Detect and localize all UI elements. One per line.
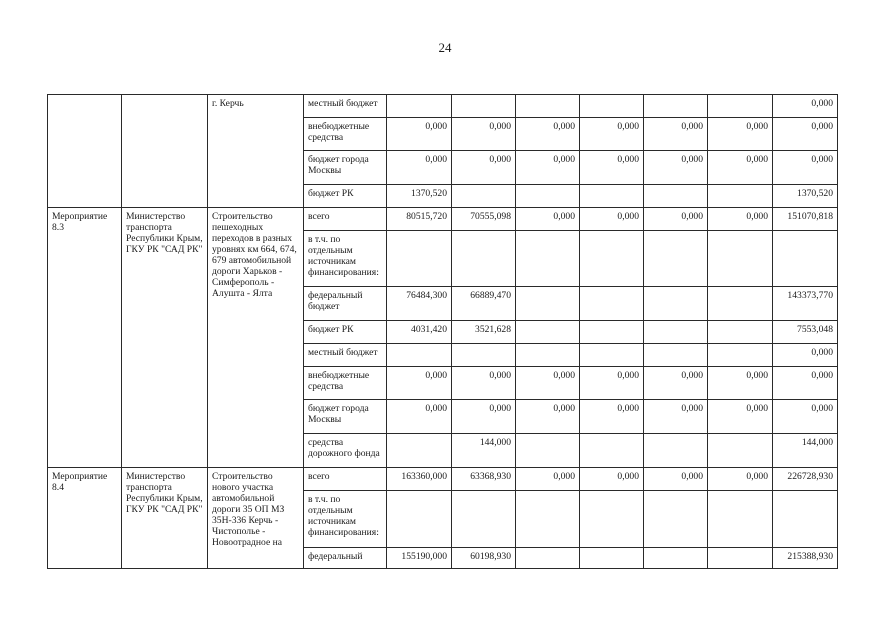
- value-cell: 76484,300: [387, 287, 452, 321]
- value-cell: 0,000: [644, 367, 708, 400]
- value-cell: [580, 434, 644, 468]
- table-row: [48, 208, 838, 231]
- value-cell: [516, 287, 580, 321]
- source-cell: всего: [304, 208, 387, 231]
- description-cell: Строительство нового участка автомобильной дороги 35 ОП МЗ 35Н-336 Керчь - Чистополье - Новоотрадное на: [208, 468, 304, 569]
- value-cell: [708, 321, 773, 344]
- value-cell: 0,000: [708, 118, 773, 151]
- value-cell: 0,000: [708, 367, 773, 400]
- executor-cell: [122, 95, 208, 208]
- value-cell: [644, 491, 708, 548]
- value-cell: [580, 95, 644, 118]
- value-cell: 80515,720: [387, 208, 452, 231]
- value-cell: [452, 491, 516, 548]
- value-cell: [580, 344, 644, 367]
- value-cell: [516, 231, 580, 287]
- value-cell: [708, 548, 773, 569]
- value-cell: [644, 95, 708, 118]
- value-cell: 0,000: [580, 400, 644, 434]
- value-cell: [708, 344, 773, 367]
- value-cell: 0,000: [708, 400, 773, 434]
- value-cell: [708, 95, 773, 118]
- value-cell: [644, 185, 708, 208]
- total-cell: [773, 231, 838, 287]
- source-cell: бюджет города Москвы: [304, 151, 387, 185]
- total-cell: 0,000: [773, 95, 838, 118]
- total-cell: 0,000: [773, 151, 838, 185]
- value-cell: [580, 321, 644, 344]
- value-cell: 0,000: [580, 208, 644, 231]
- value-cell: [580, 491, 644, 548]
- value-cell: 0,000: [708, 151, 773, 185]
- value-cell: [516, 321, 580, 344]
- value-cell: 0,000: [387, 151, 452, 185]
- total-cell: 215388,930: [773, 548, 838, 569]
- value-cell: [516, 491, 580, 548]
- source-cell: бюджет РК: [304, 321, 387, 344]
- value-cell: 70555,098: [452, 208, 516, 231]
- value-cell: 0,000: [644, 468, 708, 491]
- value-cell: 0,000: [516, 151, 580, 185]
- value-cell: 0,000: [516, 118, 580, 151]
- executor-cell: Министерство транспорта Республики Крым, ГКУ РК "САД РК": [122, 468, 208, 569]
- value-cell: [387, 491, 452, 548]
- total-cell: 0,000: [773, 344, 838, 367]
- table-row: [48, 95, 838, 118]
- value-cell: [708, 434, 773, 468]
- event-cell: Мероприятие 8.3: [48, 208, 122, 468]
- value-cell: [387, 231, 452, 287]
- value-cell: [580, 231, 644, 287]
- value-cell: 0,000: [644, 208, 708, 231]
- total-cell: 0,000: [773, 118, 838, 151]
- value-cell: 0,000: [708, 208, 773, 231]
- source-cell: федеральный бюджет: [304, 287, 387, 321]
- source-cell: в т.ч. по отдельным источникам финансирования:: [304, 231, 387, 287]
- source-cell: местный бюджет: [304, 95, 387, 118]
- value-cell: 0,000: [387, 400, 452, 434]
- value-cell: 0,000: [644, 118, 708, 151]
- value-cell: [644, 231, 708, 287]
- value-cell: 0,000: [516, 367, 580, 400]
- value-cell: 4031,420: [387, 321, 452, 344]
- value-cell: 60198,930: [452, 548, 516, 569]
- value-cell: [516, 434, 580, 468]
- value-cell: [644, 321, 708, 344]
- value-cell: [708, 231, 773, 287]
- table-row: [48, 468, 838, 491]
- value-cell: 0,000: [580, 468, 644, 491]
- value-cell: [708, 185, 773, 208]
- value-cell: 0,000: [516, 208, 580, 231]
- value-cell: 63368,930: [452, 468, 516, 491]
- value-cell: 0,000: [708, 468, 773, 491]
- value-cell: [516, 548, 580, 569]
- value-cell: [708, 491, 773, 548]
- source-cell: федеральный: [304, 548, 387, 569]
- value-cell: [387, 434, 452, 468]
- value-cell: [644, 287, 708, 321]
- total-cell: 144,000: [773, 434, 838, 468]
- total-cell: 1370,520: [773, 185, 838, 208]
- value-cell: [580, 287, 644, 321]
- source-cell: внебюджетные средства: [304, 367, 387, 400]
- description-cell: Строительство пешеходных переходов в разных уровнях км 664, 674, 679 автомобильной дороги Харьков - Симферополь - Алушта - Ялта: [208, 208, 304, 468]
- value-cell: 3521,628: [452, 321, 516, 344]
- value-cell: [387, 344, 452, 367]
- value-cell: [387, 95, 452, 118]
- value-cell: 0,000: [387, 367, 452, 400]
- value-cell: [708, 287, 773, 321]
- total-cell: 226728,930: [773, 468, 838, 491]
- value-cell: [516, 95, 580, 118]
- source-cell: всего: [304, 468, 387, 491]
- source-cell: средства дорожного фонда: [304, 434, 387, 468]
- value-cell: 0,000: [644, 151, 708, 185]
- source-cell: в т.ч. по отдельным источникам финансирования:: [304, 491, 387, 548]
- value-cell: 0,000: [580, 118, 644, 151]
- value-cell: [452, 231, 516, 287]
- value-cell: 144,000: [452, 434, 516, 468]
- value-cell: [452, 95, 516, 118]
- value-cell: 163360,000: [387, 468, 452, 491]
- value-cell: 0,000: [452, 367, 516, 400]
- value-cell: 0,000: [644, 400, 708, 434]
- value-cell: [452, 344, 516, 367]
- value-cell: 0,000: [387, 118, 452, 151]
- source-cell: внебюджетные средства: [304, 118, 387, 151]
- source-cell: бюджет РК: [304, 185, 387, 208]
- total-cell: 151070,818: [773, 208, 838, 231]
- value-cell: 0,000: [452, 400, 516, 434]
- budget-table: [47, 94, 838, 569]
- value-cell: [452, 185, 516, 208]
- source-cell: бюджет города Москвы: [304, 400, 387, 434]
- value-cell: 1370,520: [387, 185, 452, 208]
- value-cell: [580, 185, 644, 208]
- event-cell: [48, 95, 122, 208]
- page-number: 24: [438, 40, 452, 55]
- executor-cell: Министерство транспорта Республики Крым, ГКУ РК "САД РК": [122, 208, 208, 468]
- value-cell: 0,000: [580, 151, 644, 185]
- description-cell: г. Керчь: [208, 95, 304, 208]
- total-cell: 143373,770: [773, 287, 838, 321]
- value-cell: 0,000: [516, 468, 580, 491]
- source-cell: местный бюджет: [304, 344, 387, 367]
- value-cell: [644, 434, 708, 468]
- total-cell: 0,000: [773, 400, 838, 434]
- value-cell: [516, 185, 580, 208]
- total-cell: [773, 491, 838, 548]
- value-cell: 155190,000: [387, 548, 452, 569]
- value-cell: [580, 548, 644, 569]
- value-cell: [644, 548, 708, 569]
- value-cell: 0,000: [580, 367, 644, 400]
- event-cell: Мероприятие 8.4: [48, 468, 122, 569]
- total-cell: 0,000: [773, 367, 838, 400]
- value-cell: 0,000: [452, 151, 516, 185]
- value-cell: [644, 344, 708, 367]
- total-cell: 7553,048: [773, 321, 838, 344]
- value-cell: 66889,470: [452, 287, 516, 321]
- value-cell: [516, 344, 580, 367]
- value-cell: 0,000: [452, 118, 516, 151]
- value-cell: 0,000: [516, 400, 580, 434]
